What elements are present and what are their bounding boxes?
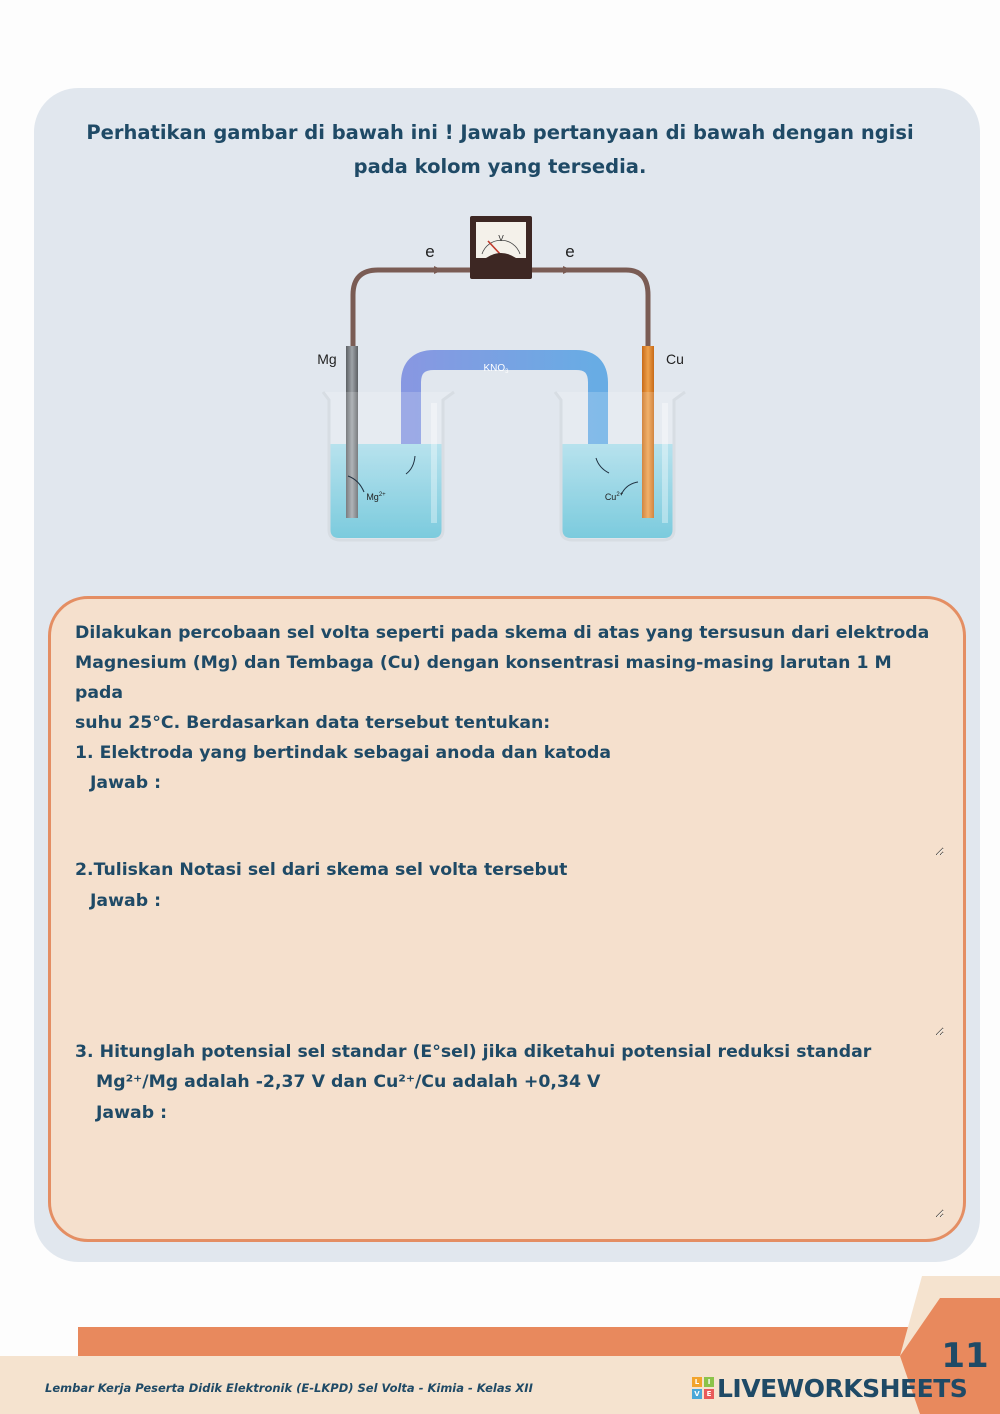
answer-1-input[interactable] — [80, 772, 944, 856]
intro-line-3: suhu 25°C. Berdasarkan data tersebut tentukan: — [75, 713, 551, 733]
footer-stripe — [78, 1327, 908, 1357]
liveworksheets-logo-icon: L I V E — [692, 1377, 714, 1399]
electron-label-right: e — [565, 242, 575, 261]
intro-line-2: Magnesium (Mg) dan Tembaga (Cu) dengan konsentrasi masing-masing larutan 1 M pada — [75, 653, 892, 703]
cathode-label: Cu — [666, 351, 684, 367]
mg-ion-label: $Mg^{2+}$ — [366, 492, 386, 502]
salt-bridge-label: $KNO_3$ — [483, 363, 509, 375]
electron-label-left: e — [425, 242, 435, 261]
page-number: 11 — [941, 1336, 989, 1376]
answer-3-input[interactable] — [80, 1134, 944, 1218]
question-1: 1. Elektroda yang bertindak sebagai anoda dan katoda — [75, 743, 612, 763]
voltmeter-label: V — [498, 234, 504, 243]
instruction-line-1: Perhatikan gambar di bawah ini ! Jawab pertanyaan di bawah dengan ngisi — [86, 121, 914, 144]
footer-text: Lembar Kerja Peserta Didik Elektronik (E-LKPD) Sel Volta - Kimia - Kelas XII — [45, 1381, 533, 1395]
liveworksheets-logo — [692, 1373, 967, 1403]
voltmeter — [470, 216, 532, 279]
question-intro — [75, 618, 945, 798]
question-1-answer-label: Jawab : — [90, 773, 162, 793]
external-wire — [353, 270, 648, 348]
instruction-line-2: pada kolom yang tersedia. — [353, 155, 647, 178]
question-3-line-2: Mg²⁺/Mg adalah -2,37 V dan Cu²⁺/Cu adalah +0,34 V — [96, 1072, 601, 1092]
instruction-heading — [70, 116, 930, 184]
electron-arrow-left — [434, 266, 443, 274]
cu-ion-label: $Cu^{2+}$ — [604, 492, 624, 502]
liveworksheets-brand: LIVEWORKSHEETS — [717, 1373, 968, 1403]
question-3-answer-label: Jawab : — [96, 1103, 168, 1123]
answer-2-input[interactable] — [80, 922, 944, 1036]
electron-arrow-right — [563, 266, 572, 274]
intro-line-1: Dilakukan percobaan sel volta seperti pada skema di atas yang tersusun dari elektroda — [75, 623, 930, 643]
voltaic-cell-diagram — [296, 208, 706, 558]
question-2-answer-label: Jawab : — [90, 891, 162, 911]
anode-label: Mg — [317, 351, 337, 367]
question-3-line-1: 3. Hitunglah potensial sel standar (E°sel) jika diketahui potensial reduksi standar — [75, 1042, 872, 1062]
question-2: 2.Tuliskan Notasi sel dari skema sel volta tersebut — [75, 860, 568, 880]
